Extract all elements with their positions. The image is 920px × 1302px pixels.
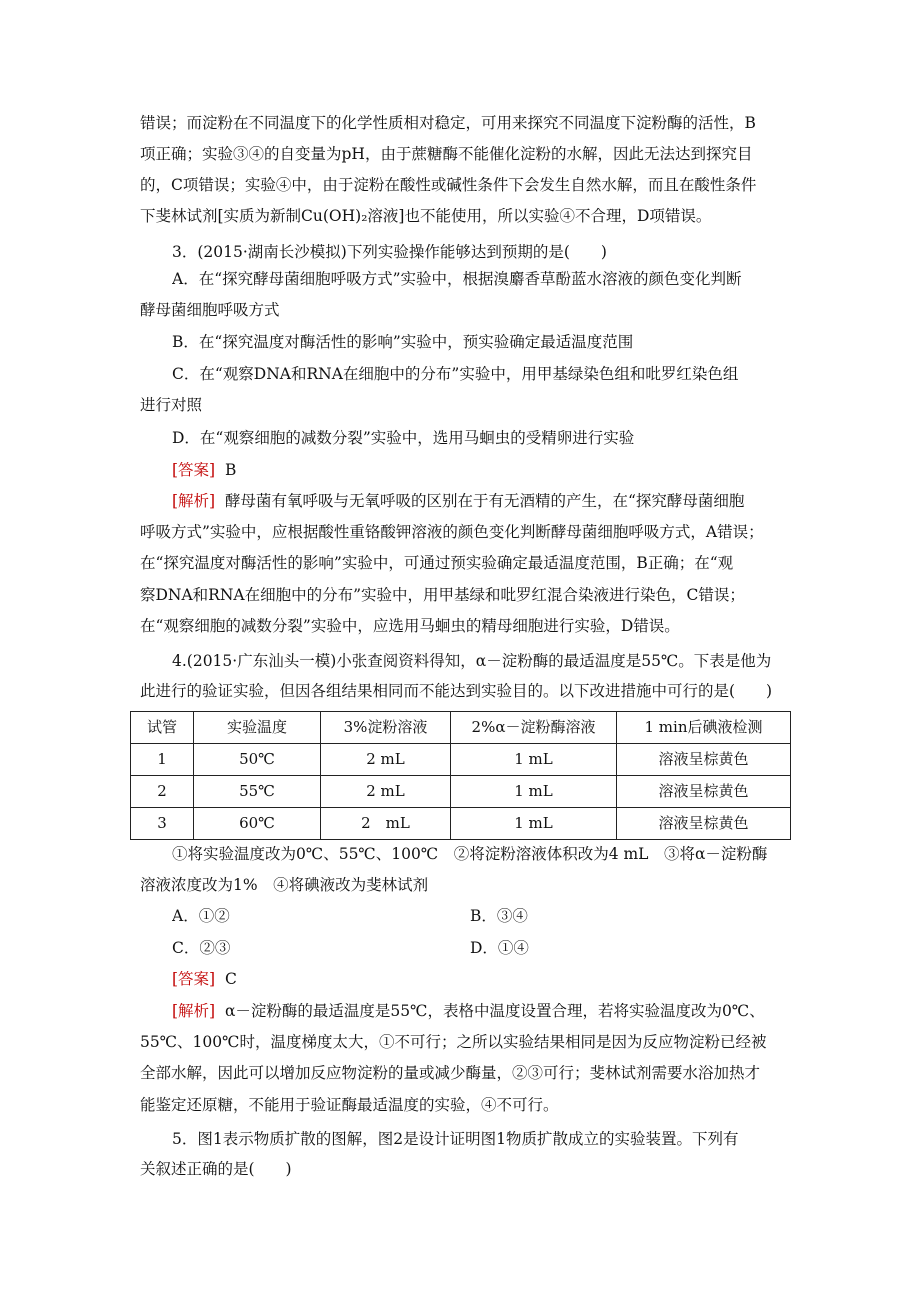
table-cell: 50℃ (194, 744, 321, 776)
table-cell: 55℃ (194, 776, 321, 808)
q4-explanation: [解析] α－淀粉酶的最适温度是55℃，表格中温度设置合理，若将实验温度改为0℃、 (172, 1002, 765, 1020)
table-cell: 1 (131, 744, 194, 776)
q5-stem-cont: 关叙述正确的是( ) (140, 1160, 292, 1178)
prev-explanation-line: 的，C项错误；实验④中，由于淀粉在酸性或碱性条件下会发生自然水解，而且在酸性条件 (140, 176, 757, 194)
table-cell: 1 mL (451, 808, 617, 840)
q5-stem: 5．图1表示物质扩散的图解，图2是设计证明图1物质扩散成立的实验装置。下列有 (172, 1130, 739, 1148)
answer-tag: [答案] (172, 970, 216, 988)
table-cell: 2 (131, 776, 194, 808)
q3-explanation-line: 察DNA和RNA在细胞中的分布”实验中，用甲基绿和吡罗红混合染液进行染色，C错误； (140, 586, 745, 604)
table-cell: 3 (131, 808, 194, 840)
table-header: 试管 (131, 712, 194, 744)
q3-option-a: A．在“探究酵母菌细胞呼吸方式”实验中，根据溴麝香草酚蓝水溶液的颜色变化判断 (172, 270, 742, 288)
table-cell: 1 mL (451, 744, 617, 776)
q4-stem: 4.(2015·广东汕头一模)小张查阅资料得知，α－淀粉酶的最适温度是55℃。下表是他为 (172, 652, 772, 670)
table-header: 3%淀粉溶液 (321, 712, 451, 744)
table-cell: 2 mL (321, 776, 451, 808)
q3-option-d: D．在“观察细胞的减数分裂”实验中，选用马蛔虫的受精卵进行实验 (172, 429, 635, 447)
q4-option-c: C．②③ (172, 939, 231, 957)
answer-value: C (224, 970, 237, 988)
table-row (131, 808, 791, 840)
q3-explanation: [解析] 酵母菌有氧呼吸与无氧呼吸的区别在于有无酒精的产生，在“探究酵母菌细胞 (172, 492, 745, 510)
q3-explanation-line: 在“观察细胞的减数分裂”实验中，应选用马蛔虫的精母细胞进行实验，D错误。 (140, 617, 680, 635)
q3-answer (172, 459, 790, 481)
q3-explanation-line: 呼吸方式”实验中，应根据酸性重铬酸钾溶液的颜色变化判断酵母菌细胞呼吸方式，A错误； (140, 523, 764, 541)
q4-option-a: A．①② (172, 907, 230, 925)
table-row (131, 776, 791, 808)
q3-option-c: C．在“观察DNA和RNA在细胞中的分布”实验中，用甲基绿染色组和吡罗红染色组 (172, 365, 739, 383)
table-header: 2%α－淀粉酶溶液 (451, 712, 617, 744)
prev-explanation-line: 项正确；实验③④的自变量为pH，由于蔗糖酶不能催化淀粉的水解，因此无法达到探究目 (140, 145, 753, 163)
table-row (131, 744, 791, 776)
table-cell: 60℃ (194, 808, 321, 840)
answer-tag: [答案] (172, 461, 216, 479)
prev-explanation-line: 下斐林试剂[实质为新制Cu(OH)₂溶液]也不能使用，所以实验④不合理，D项错误。 (140, 207, 712, 225)
table-header: 1 min后碘液检测 (617, 712, 791, 744)
table-cell: 1 mL (451, 776, 617, 808)
table-cell: 2 mL (321, 744, 451, 776)
q4-measures: ①将实验温度改为0℃、55℃、100℃ ②将淀粉溶液体积改为4 mL ③将α－淀粉酶 (172, 845, 768, 863)
q4-explanation-line: 55℃、100℃时，温度梯度太大，①不可行；之所以实验结果相同是因为反应物淀粉已经被 (140, 1033, 767, 1051)
q4-explanation-line: 能鉴定还原糖，不能用于验证酶最适温度的实验，④不可行。 (140, 1096, 559, 1114)
prev-explanation-line: 错误；而淀粉在不同温度下的化学性质相对稳定，可用来探究不同温度下淀粉酶的活性，B (140, 114, 756, 132)
q4-answer (172, 968, 790, 990)
q3-option-c-cont: 进行对照 (140, 396, 203, 414)
explanation-tag: [解析] (172, 1002, 216, 1020)
table-cell: 2 mL (321, 808, 451, 840)
answer-value: B (224, 461, 237, 479)
experiment-table (130, 711, 791, 840)
q4-explanation-line: 全部水解，因此可以增加反应物淀粉的量或减少酶量，②③可行；斐林试剂需要水浴加热才 (140, 1064, 761, 1082)
q3-option-b: B．在“探究温度对酶活性的影响”实验中，预实验确定最适温度范围 (172, 333, 634, 351)
q4-stem-cont: 此进行的验证实验，但因各组结果相同而不能达到实验目的。以下改进措施中可行的是( ) (140, 682, 773, 700)
table-header-row (131, 712, 791, 744)
q3-stem: 3．(2015·湖南长沙模拟)下列实验操作能够达到预期的是( ) (172, 243, 607, 261)
q4-option-b: B．③④ (470, 907, 528, 925)
q3-explanation-line: 在“探究温度对酶活性的影响”实验中，可通过预实验确定最适温度范围，B正确；在“观 (140, 554, 734, 572)
q4-measures-cont: 溶液浓度改为1% ④将碘液改为斐林试剂 (140, 876, 429, 894)
table-header: 实验温度 (194, 712, 321, 744)
q4-option-d: D．①④ (470, 939, 529, 957)
table-cell: 溶液呈棕黄色 (617, 776, 791, 808)
q3-option-a-cont: 酵母菌细胞呼吸方式 (140, 301, 280, 319)
table-cell: 溶液呈棕黄色 (617, 744, 791, 776)
table-cell: 溶液呈棕黄色 (617, 808, 791, 840)
explanation-tag: [解析] (172, 492, 216, 510)
